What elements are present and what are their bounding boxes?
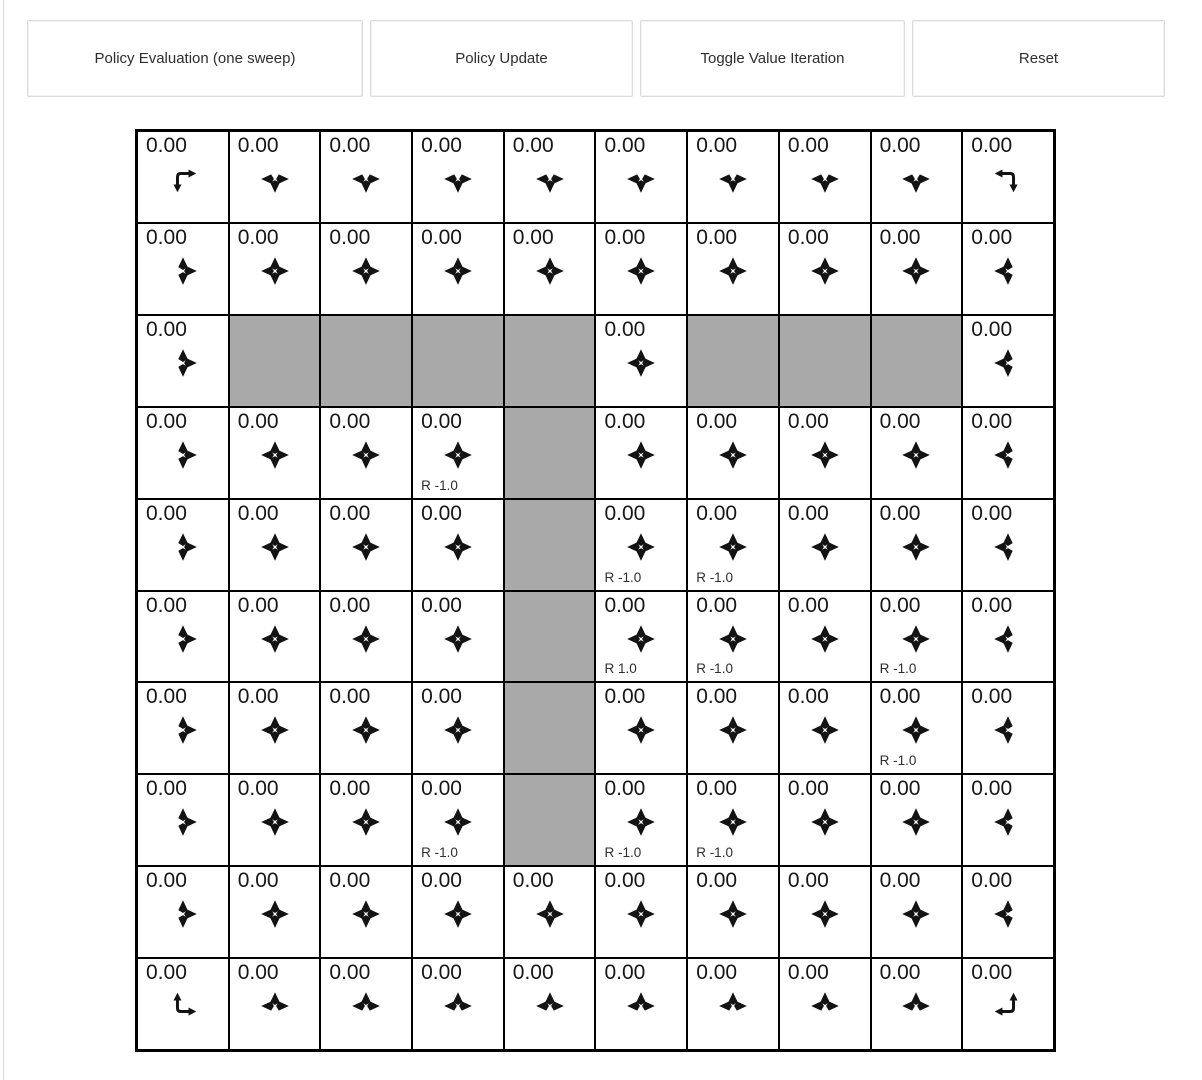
arrow-up-down-left-right-icon — [230, 438, 320, 472]
state-value: 0.00 — [971, 685, 1013, 709]
arrow-up-right-icon — [138, 989, 228, 1023]
arrow-up-down-right-icon — [138, 897, 228, 931]
arrow-up-down-right-icon — [138, 438, 228, 472]
arrow-up-down-left-right-icon — [780, 805, 870, 839]
state-value: 0.00 — [146, 134, 187, 157]
arrow-up-down-left-right-icon — [321, 254, 411, 288]
state-value: 0.00 — [971, 134, 1013, 157]
grid-cell[interactable] — [137, 131, 229, 223]
grid-cell[interactable] — [137, 866, 229, 958]
state-value: 0.00 — [879, 777, 921, 801]
arrow-up-down-right-icon — [138, 622, 228, 656]
grid-cell[interactable] — [687, 958, 779, 1050]
state-value: 0.00 — [879, 134, 921, 157]
grid-cell[interactable] — [871, 591, 963, 683]
grid-cell[interactable] — [962, 774, 1054, 866]
state-value: 0.00 — [696, 777, 738, 801]
arrow-up-down-right-icon — [138, 713, 228, 747]
reward-label: R -1.0 — [879, 661, 917, 677]
grid-cell[interactable] — [229, 131, 321, 223]
grid-cell[interactable] — [595, 407, 687, 499]
reward-label: R -1.0 — [604, 845, 642, 861]
state-value: 0.00 — [237, 134, 279, 157]
grid-cell[interactable] — [320, 958, 412, 1050]
arrow-left-down-icon — [963, 162, 1053, 196]
arrow-up-down-left-right-icon — [780, 438, 870, 472]
arrow-up-down-left-right-icon — [780, 530, 870, 564]
state-value: 0.00 — [146, 777, 187, 801]
state-value: 0.00 — [879, 593, 921, 617]
grid-cell[interactable] — [320, 682, 412, 774]
arrow-up-down-left-icon — [963, 530, 1053, 564]
state-value: 0.00 — [421, 777, 462, 801]
window-edge-line — [3, 0, 4, 1080]
arrow-left-right-down-icon — [780, 162, 870, 196]
arrow-up-down-left-right-icon — [413, 254, 503, 288]
arrow-up-down-left-right-icon — [230, 805, 320, 839]
state-value: 0.00 — [512, 134, 554, 157]
grid-cell[interactable] — [962, 866, 1054, 958]
grid-cell[interactable] — [595, 958, 687, 1050]
arrow-up-down-left-right-icon — [780, 897, 870, 931]
grid-cell[interactable] — [412, 131, 504, 223]
grid-cell[interactable] — [229, 223, 321, 315]
state-value: 0.00 — [787, 501, 829, 525]
grid-cell[interactable] — [962, 131, 1054, 223]
arrow-left-right-down-icon — [872, 162, 962, 196]
grid-cell[interactable] — [137, 591, 229, 683]
state-value: 0.00 — [329, 593, 371, 617]
state-value: 0.00 — [329, 501, 371, 525]
arrow-up-down-left-right-icon — [688, 713, 778, 747]
grid-cell[interactable] — [137, 407, 229, 499]
grid-cell[interactable] — [595, 866, 687, 958]
state-value: 0.00 — [329, 961, 371, 985]
arrow-up-down-left-icon — [963, 346, 1053, 380]
state-value: 0.00 — [512, 961, 554, 985]
grid-cell[interactable] — [504, 223, 596, 315]
arrow-up-down-left-right-icon — [321, 622, 411, 656]
state-value: 0.00 — [879, 869, 921, 893]
state-value: 0.00 — [421, 134, 462, 157]
arrow-up-down-left-icon — [963, 897, 1053, 931]
arrow-left-right-down-icon — [230, 162, 320, 196]
state-value: 0.00 — [237, 225, 279, 249]
grid-cell[interactable] — [779, 774, 871, 866]
arrow-up-down-left-right-icon — [413, 897, 503, 931]
state-value: 0.00 — [604, 869, 646, 893]
grid-cell[interactable] — [962, 499, 1054, 591]
grid-cell[interactable] — [871, 223, 963, 315]
state-value: 0.00 — [604, 961, 646, 985]
grid-cell[interactable] — [962, 223, 1054, 315]
arrow-up-down-left-right-icon — [321, 438, 411, 472]
grid-cell[interactable] — [320, 774, 412, 866]
wall-cell[interactable] — [504, 774, 596, 866]
grid-cell[interactable] — [229, 774, 321, 866]
arrow-up-down-left-right-icon — [780, 622, 870, 656]
arrow-up-down-left-right-icon — [596, 346, 686, 380]
arrow-left-right-up-icon — [780, 989, 870, 1023]
arrow-up-down-left-right-icon — [321, 713, 411, 747]
state-value: 0.00 — [787, 134, 829, 157]
arrow-up-down-left-icon — [963, 438, 1053, 472]
arrow-up-down-left-right-icon — [230, 713, 320, 747]
state-value: 0.00 — [146, 869, 187, 893]
state-value: 0.00 — [604, 593, 646, 617]
state-value: 0.00 — [237, 685, 279, 709]
state-value: 0.00 — [329, 685, 371, 709]
state-value: 0.00 — [329, 134, 371, 157]
arrow-up-down-left-right-icon — [872, 805, 962, 839]
wall-cell[interactable] — [504, 407, 596, 499]
grid-cell[interactable] — [779, 407, 871, 499]
arrow-up-down-left-right-icon — [688, 622, 778, 656]
grid-cell[interactable] — [779, 958, 871, 1050]
state-value: 0.00 — [971, 317, 1013, 341]
grid-cell[interactable] — [687, 131, 779, 223]
grid-cell[interactable] — [962, 682, 1054, 774]
state-value: 0.00 — [879, 501, 921, 525]
wall-cell[interactable] — [229, 315, 321, 407]
grid-cell[interactable] — [137, 958, 229, 1050]
grid-cell[interactable] — [412, 499, 504, 591]
grid-cell[interactable] — [962, 591, 1054, 683]
state-value: 0.00 — [971, 593, 1013, 617]
state-value: 0.00 — [971, 409, 1013, 433]
grid-cell[interactable] — [687, 682, 779, 774]
arrow-left-right-up-icon — [230, 989, 320, 1023]
state-value: 0.00 — [329, 777, 371, 801]
state-value: 0.00 — [237, 777, 279, 801]
state-value: 0.00 — [971, 869, 1013, 893]
wall-cell[interactable] — [687, 315, 779, 407]
arrow-up-down-left-right-icon — [872, 438, 962, 472]
arrow-up-down-left-right-icon — [413, 622, 503, 656]
reward-label: R -1.0 — [696, 845, 733, 861]
grid-cell[interactable] — [871, 499, 963, 591]
state-value: 0.00 — [879, 225, 921, 249]
arrow-up-down-left-right-icon — [780, 254, 870, 288]
state-value: 0.00 — [421, 225, 462, 249]
arrow-up-down-left-right-icon — [688, 438, 778, 472]
grid-cell[interactable] — [412, 958, 504, 1050]
state-value: 0.00 — [971, 777, 1013, 801]
state-value: 0.00 — [237, 501, 279, 525]
arrow-left-right-down-icon — [688, 162, 778, 196]
grid-cell[interactable] — [412, 866, 504, 958]
state-value: 0.00 — [237, 409, 279, 433]
arrow-up-down-left-right-icon — [872, 254, 962, 288]
arrow-up-down-left-right-icon — [872, 897, 962, 931]
grid-cell[interactable] — [871, 774, 963, 866]
reset-button[interactable]: Reset — [912, 20, 1165, 97]
grid-cell[interactable] — [320, 407, 412, 499]
state-value: 0.00 — [696, 225, 738, 249]
arrow-up-down-left-right-icon — [413, 530, 503, 564]
reward-label: R 1.0 — [604, 661, 637, 677]
reward-label: R -1.0 — [879, 753, 917, 769]
reward-label: R -1.0 — [421, 845, 458, 861]
arrow-up-down-left-right-icon — [688, 897, 778, 931]
grid-cell[interactable] — [320, 591, 412, 683]
state-value: 0.00 — [237, 961, 279, 985]
state-value: 0.00 — [512, 869, 554, 893]
wall-cell[interactable] — [504, 682, 596, 774]
arrow-up-down-left-right-icon — [872, 713, 962, 747]
wall-cell[interactable] — [779, 315, 871, 407]
arrow-right-down-icon — [138, 162, 228, 196]
grid-cell[interactable] — [137, 499, 229, 591]
grid-cell[interactable] — [320, 499, 412, 591]
gridworld-board — [135, 129, 1056, 1052]
grid-cell[interactable] — [137, 682, 229, 774]
arrow-up-down-left-right-icon — [596, 713, 686, 747]
arrow-left-right-down-icon — [505, 162, 595, 196]
wall-cell[interactable] — [320, 315, 412, 407]
state-value: 0.00 — [604, 685, 646, 709]
state-value: 0.00 — [696, 593, 738, 617]
arrow-up-down-left-right-icon — [230, 622, 320, 656]
grid-cell[interactable] — [137, 315, 229, 407]
state-value: 0.00 — [787, 961, 829, 985]
arrow-left-right-down-icon — [321, 162, 411, 196]
state-value: 0.00 — [329, 869, 371, 893]
arrow-up-down-left-right-icon — [596, 438, 686, 472]
arrow-up-down-right-icon — [138, 530, 228, 564]
grid-cell[interactable] — [320, 223, 412, 315]
grid-cell[interactable] — [871, 131, 963, 223]
arrow-up-down-left-right-icon — [688, 805, 778, 839]
state-value: 0.00 — [421, 409, 462, 433]
grid-cell[interactable] — [871, 958, 963, 1050]
arrow-up-down-left-right-icon — [596, 530, 686, 564]
grid-cell[interactable] — [687, 407, 779, 499]
state-value: 0.00 — [696, 961, 738, 985]
state-value: 0.00 — [971, 225, 1013, 249]
grid-cell[interactable] — [595, 774, 687, 866]
grid-cell[interactable] — [595, 499, 687, 591]
reward-label: R -1.0 — [421, 477, 458, 493]
state-value: 0.00 — [146, 317, 187, 341]
state-value: 0.00 — [696, 685, 738, 709]
state-value: 0.00 — [604, 225, 646, 249]
arrow-left-right-up-icon — [321, 989, 411, 1023]
grid-cell[interactable] — [137, 223, 229, 315]
state-value: 0.00 — [146, 225, 187, 249]
state-value: 0.00 — [421, 869, 462, 893]
grid-cell[interactable] — [779, 223, 871, 315]
arrow-left-right-down-icon — [596, 162, 686, 196]
toolbar — [27, 20, 1165, 97]
grid-cell[interactable] — [595, 682, 687, 774]
grid-cell[interactable] — [962, 958, 1054, 1050]
state-value: 0.00 — [604, 134, 646, 157]
arrow-up-down-left-right-icon — [596, 805, 686, 839]
arrow-up-down-left-right-icon — [321, 530, 411, 564]
grid-cell[interactable] — [779, 866, 871, 958]
grid-cell[interactable] — [595, 131, 687, 223]
state-value: 0.00 — [971, 501, 1013, 525]
arrow-up-down-left-right-icon — [596, 622, 686, 656]
state-value: 0.00 — [146, 961, 187, 985]
state-value: 0.00 — [696, 501, 738, 525]
wall-cell[interactable] — [504, 591, 596, 683]
arrow-up-down-left-right-icon — [872, 622, 962, 656]
grid-cell[interactable] — [779, 682, 871, 774]
arrow-left-right-up-icon — [505, 989, 595, 1023]
state-value: 0.00 — [146, 501, 187, 525]
arrow-up-down-left-right-icon — [321, 897, 411, 931]
grid-cell[interactable] — [412, 407, 504, 499]
arrow-up-down-left-right-icon — [505, 254, 595, 288]
grid-cell[interactable] — [229, 958, 321, 1050]
state-value: 0.00 — [879, 409, 921, 433]
policy-evaluation-button[interactable]: Policy Evaluation (one sweep) — [27, 20, 363, 97]
grid-cell[interactable] — [871, 682, 963, 774]
arrow-up-down-left-right-icon — [780, 713, 870, 747]
arrow-up-down-left-right-icon — [688, 530, 778, 564]
state-value: 0.00 — [329, 225, 371, 249]
grid-cell[interactable] — [412, 591, 504, 683]
arrow-up-down-left-right-icon — [596, 254, 686, 288]
grid-cell[interactable] — [412, 682, 504, 774]
grid-cell[interactable] — [687, 866, 779, 958]
state-value: 0.00 — [879, 685, 921, 709]
grid-cell[interactable] — [229, 407, 321, 499]
state-value: 0.00 — [146, 685, 187, 709]
state-value: 0.00 — [971, 961, 1013, 985]
arrow-up-down-left-right-icon — [413, 713, 503, 747]
reward-label: R -1.0 — [696, 569, 733, 585]
arrow-up-down-left-icon — [963, 254, 1053, 288]
arrow-up-left-icon — [963, 989, 1053, 1023]
state-value: 0.00 — [421, 961, 462, 985]
grid-cell[interactable] — [962, 315, 1054, 407]
grid-cell[interactable] — [779, 591, 871, 683]
arrow-up-down-left-icon — [963, 622, 1053, 656]
grid-cell[interactable] — [871, 866, 963, 958]
grid-cell[interactable] — [871, 407, 963, 499]
arrow-up-down-left-right-icon — [321, 805, 411, 839]
state-value: 0.00 — [787, 409, 829, 433]
arrow-up-down-right-icon — [138, 346, 228, 380]
state-value: 0.00 — [237, 593, 279, 617]
grid-cell[interactable] — [229, 682, 321, 774]
grid-cell[interactable] — [687, 499, 779, 591]
grid-cell[interactable] — [595, 223, 687, 315]
grid-cell[interactable] — [779, 131, 871, 223]
reward-label: R -1.0 — [604, 569, 642, 585]
grid-cell[interactable] — [595, 315, 687, 407]
arrow-up-down-left-right-icon — [230, 897, 320, 931]
arrow-left-right-up-icon — [413, 989, 503, 1023]
arrow-up-down-left-right-icon — [230, 254, 320, 288]
grid-cell[interactable] — [229, 499, 321, 591]
arrow-up-down-right-icon — [138, 254, 228, 288]
state-value: 0.00 — [696, 869, 738, 893]
grid-cell[interactable] — [412, 223, 504, 315]
state-value: 0.00 — [696, 134, 738, 157]
arrow-left-right-up-icon — [872, 989, 962, 1023]
arrow-up-down-left-icon — [963, 805, 1053, 839]
state-value: 0.00 — [787, 225, 829, 249]
grid-cell[interactable] — [595, 591, 687, 683]
state-value: 0.00 — [604, 777, 646, 801]
arrow-up-down-right-icon — [138, 805, 228, 839]
arrow-up-down-left-right-icon — [872, 530, 962, 564]
grid-cell[interactable] — [320, 131, 412, 223]
grid-cell[interactable] — [779, 499, 871, 591]
wall-cell[interactable] — [412, 315, 504, 407]
state-value: 0.00 — [146, 409, 187, 433]
grid-cell[interactable] — [504, 866, 596, 958]
state-value: 0.00 — [421, 593, 462, 617]
wall-cell[interactable] — [871, 315, 963, 407]
arrow-up-down-left-right-icon — [230, 530, 320, 564]
grid-cell[interactable] — [229, 591, 321, 683]
grid-cell[interactable] — [687, 591, 779, 683]
state-value: 0.00 — [696, 409, 738, 433]
wall-cell[interactable] — [504, 499, 596, 591]
toggle-value-iteration-button[interactable]: Toggle Value Iteration — [640, 20, 905, 97]
state-value: 0.00 — [787, 777, 829, 801]
arrow-up-down-left-right-icon — [413, 438, 503, 472]
arrow-up-down-left-right-icon — [688, 254, 778, 288]
policy-update-button[interactable]: Policy Update — [370, 20, 633, 97]
grid-cell[interactable] — [687, 223, 779, 315]
arrow-up-down-left-right-icon — [596, 897, 686, 931]
grid-cell[interactable] — [504, 131, 596, 223]
grid-cell[interactable] — [687, 774, 779, 866]
state-value: 0.00 — [146, 593, 187, 617]
grid-cell[interactable] — [229, 866, 321, 958]
state-value: 0.00 — [604, 409, 646, 433]
arrow-up-down-left-right-icon — [413, 805, 503, 839]
grid-cell[interactable] — [320, 866, 412, 958]
arrow-left-right-down-icon — [413, 162, 503, 196]
grid-cell[interactable] — [137, 774, 229, 866]
state-value: 0.00 — [329, 409, 371, 433]
arrow-left-right-up-icon — [688, 989, 778, 1023]
state-value: 0.00 — [787, 685, 829, 709]
grid-cell[interactable] — [962, 407, 1054, 499]
arrow-left-right-up-icon — [596, 989, 686, 1023]
arrow-up-down-left-right-icon — [505, 897, 595, 931]
grid-cell[interactable] — [412, 774, 504, 866]
arrow-up-down-left-icon — [963, 713, 1053, 747]
state-value: 0.00 — [604, 317, 646, 341]
state-value: 0.00 — [787, 869, 829, 893]
state-value: 0.00 — [787, 593, 829, 617]
wall-cell[interactable] — [504, 315, 596, 407]
grid-cell[interactable] — [504, 958, 596, 1050]
state-value: 0.00 — [604, 501, 646, 525]
state-value: 0.00 — [512, 225, 554, 249]
state-value: 0.00 — [237, 869, 279, 893]
state-value: 0.00 — [879, 961, 921, 985]
state-value: 0.00 — [421, 685, 462, 709]
reward-label: R -1.0 — [696, 661, 733, 677]
state-value: 0.00 — [421, 501, 462, 525]
